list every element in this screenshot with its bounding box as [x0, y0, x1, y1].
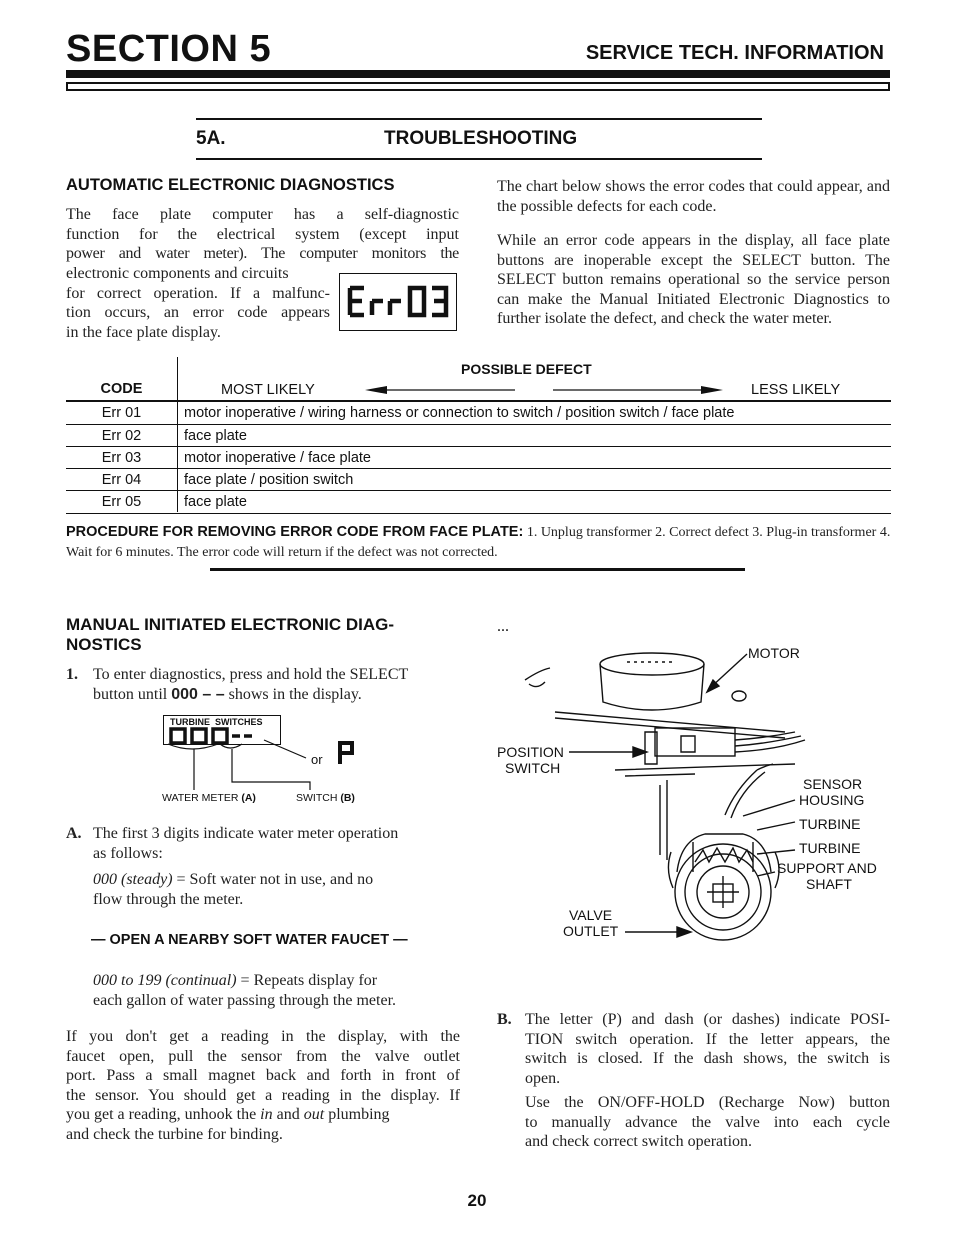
fig-turbine-text: TURBINE	[170, 717, 210, 727]
table-cell-defect: face plate	[184, 494, 247, 510]
sensor-line: the sensor. You should get a reading in the display. If	[66, 1086, 460, 1104]
fig-turbine-label	[170, 717, 263, 727]
table-most-likely: MOST LIKELY	[221, 382, 315, 398]
steady-entry	[93, 870, 460, 909]
sensor-text: you get a reading, unhook the	[66, 1106, 261, 1123]
steady-label: 000 (steady)	[93, 871, 173, 888]
subsection-heading	[196, 118, 762, 160]
auto-diag-line: power and water meter). The computer monitors the	[66, 245, 459, 262]
likelihood-arrows	[365, 383, 725, 397]
table-cell-code: Err 03	[101, 450, 142, 466]
step1-line1: To enter diagnostics, press and hold the SELECT	[93, 666, 409, 683]
sensor-plumbing: plumbing	[324, 1106, 390, 1123]
sensor-check-para	[66, 1027, 460, 1144]
sensor-and: and	[272, 1106, 304, 1123]
sensor-line: faucet open, pull the sensor from the valve outlet	[66, 1047, 460, 1065]
subsection-title: TROUBLESHOOTING	[384, 128, 578, 149]
fig-switch: SWITCH	[296, 792, 338, 804]
label-shaft: SHAFT	[806, 876, 852, 892]
procedure-steps: 1. Unplug transformer 2. Correct defect 3. Plug-in transformer 4. Wait for 6 minutes. The error code will return if the defect was not corrected.	[66, 525, 891, 560]
stepA	[66, 824, 460, 863]
table-row	[66, 446, 891, 469]
table-cell-code: Err 01	[101, 405, 142, 421]
right-intro-para2: While an error code appears in the display, all face plate buttons are inoperable except the SELECT button. The SELECT button remains operational so the service person can make the Manual Initiated Electronic Diagnostics to further isolate the defect, and check the water meter.	[497, 232, 890, 327]
table-cell-code: Err 05	[101, 494, 142, 510]
auto-diag-line: The face plate computer has a self-diagnostic	[66, 206, 459, 223]
section-title: SECTION 5	[66, 28, 272, 70]
right-intro-para1: The chart below shows the error codes that could appear, and the possible defects for each code.	[497, 178, 890, 215]
step1	[66, 665, 460, 704]
ellipsis: ...	[497, 618, 509, 635]
error-display	[339, 273, 457, 331]
sensor-line: and check the turbine for binding.	[66, 1125, 283, 1143]
manual-diag-heading-line1: MANUAL INITIATED ELECTRONIC DIAG-	[66, 615, 395, 634]
auto-diag-text-narrow	[66, 264, 330, 342]
stepB-line: to manually advance the valve into each cycle	[525, 1113, 890, 1131]
auto-diag-line: electronic components and circuits	[66, 265, 289, 282]
stepB-line: The letter (P) and dash (or dashes) indicate POSI-	[525, 1011, 890, 1028]
stepB-line: switch is closed. If the dash shows, the switch is	[525, 1050, 890, 1067]
header-rule-thick	[66, 70, 890, 78]
continual-label: 000 to 199 (continual)	[93, 972, 237, 989]
fig-b: (B)	[340, 792, 355, 804]
label-position: POSITION	[497, 744, 564, 760]
stepB-line: TION switch operation. If the letter appears, the	[525, 1030, 890, 1048]
fig-switch-label	[296, 792, 355, 804]
table-cell-code: Err 04	[101, 472, 142, 488]
step1-line2	[93, 685, 460, 705]
label-outlet: OUTLET	[563, 923, 619, 939]
fig-switches-text: SWITCHES	[215, 717, 263, 727]
open-faucet-note: — OPEN A NEARBY SOFT WATER FAUCET —	[91, 932, 408, 948]
label-turbine-1: TURBINE	[799, 816, 861, 832]
continual-line2: each gallon of water passing through the meter.	[93, 991, 397, 1009]
auto-diag-line: tion occurs, an error code appears	[66, 304, 330, 321]
auto-diag-line: for correct operation. If a malfunc-	[66, 284, 330, 302]
fig-water-meter-label	[162, 792, 256, 804]
subsection-number: 5A.	[196, 128, 226, 149]
sensor-out: out	[303, 1106, 325, 1123]
table-row	[66, 402, 891, 424]
error-display-segments	[340, 274, 456, 330]
continual-entry	[93, 971, 460, 1010]
stepA-label: A.	[66, 825, 82, 842]
auto-diag-heading: AUTOMATIC ELECTRONIC DIAGNOSTICS	[66, 176, 395, 194]
steady-line2: flow through the meter.	[93, 890, 244, 908]
page-number: 20	[467, 1191, 487, 1210]
sensor-in: in	[260, 1106, 273, 1123]
table-cell-defect: face plate	[184, 428, 247, 444]
stepB-para2	[525, 1093, 890, 1152]
stepA-line1: The first 3 digits indicate water meter operation	[93, 825, 399, 842]
procedure-label: PROCEDURE FOR REMOVING ERROR CODE FROM FACE PLATE:	[66, 524, 524, 540]
table-cell-defect: motor inoperative / wiring harness or connection to switch / position switch / face plate	[184, 405, 735, 421]
sensor-line: If you don't get a reading in the display, with the	[66, 1028, 460, 1045]
fig-or: or	[311, 752, 323, 767]
manual-diag-heading	[66, 615, 460, 655]
stepB-line: Use the ON/OFF-HOLD (Recharge Now) button	[525, 1094, 890, 1111]
label-support: SUPPORT AND	[777, 860, 877, 876]
continual-text: = Repeats display for	[236, 972, 378, 989]
stepB-line: and check correct switch operation.	[525, 1133, 753, 1150]
table-row	[66, 468, 891, 491]
table-cell-defect: face plate / position switch	[184, 472, 354, 488]
auto-diag-text-full	[66, 205, 459, 264]
sensor-line: port. Pass a small magnet back and forth in front of	[66, 1067, 460, 1084]
label-housing: HOUSING	[799, 792, 865, 808]
step1-number: 1.	[66, 666, 78, 683]
fig-p-letter	[335, 740, 357, 766]
steady-text: = Soft water not in use, and no	[172, 871, 374, 888]
stepB-line: open.	[525, 1069, 561, 1087]
label-sensor: SENSOR	[803, 776, 863, 792]
label-turbine-2: TURBINE	[799, 840, 861, 856]
label-valve: VALVE	[569, 907, 613, 923]
manual-diag-heading-line2: NOSTICS	[66, 635, 142, 654]
table-row	[66, 490, 891, 514]
step1-text: button until	[93, 685, 172, 703]
table-cell-defect: motor inoperative / face plate	[184, 450, 371, 466]
step1-text-end: shows in the display.	[224, 685, 362, 703]
sensor-line	[66, 1105, 460, 1125]
auto-diag-line: in the face plate display.	[66, 323, 221, 341]
table-less-likely: LESS LIKELY	[751, 382, 841, 398]
continual-line1	[93, 971, 460, 991]
procedure-text	[66, 522, 891, 563]
stepB	[497, 1010, 890, 1152]
table-row	[66, 424, 891, 447]
table-possible-defect: POSSIBLE DEFECT	[461, 361, 592, 377]
fig-water-meter: WATER METER	[162, 792, 239, 804]
auto-diag-line: function for the electrical system (except input	[66, 225, 459, 243]
stepA-line2: as follows:	[93, 844, 163, 862]
label-motor: MOTOR	[748, 645, 800, 661]
table-cell-code: Err 02	[101, 428, 142, 444]
step1-code: 000 – –	[171, 685, 225, 703]
header-rule-box	[66, 82, 890, 91]
steady-line1	[93, 870, 460, 890]
table-code-header: CODE	[100, 381, 143, 397]
fig-a: (A)	[241, 792, 256, 804]
section-subtitle: SERVICE TECH. INFORMATION	[585, 42, 884, 64]
section-divider	[210, 568, 745, 571]
stepB-para1	[525, 1010, 890, 1088]
stepB-label: B.	[497, 1011, 512, 1028]
label-switch: SWITCH	[505, 760, 561, 776]
